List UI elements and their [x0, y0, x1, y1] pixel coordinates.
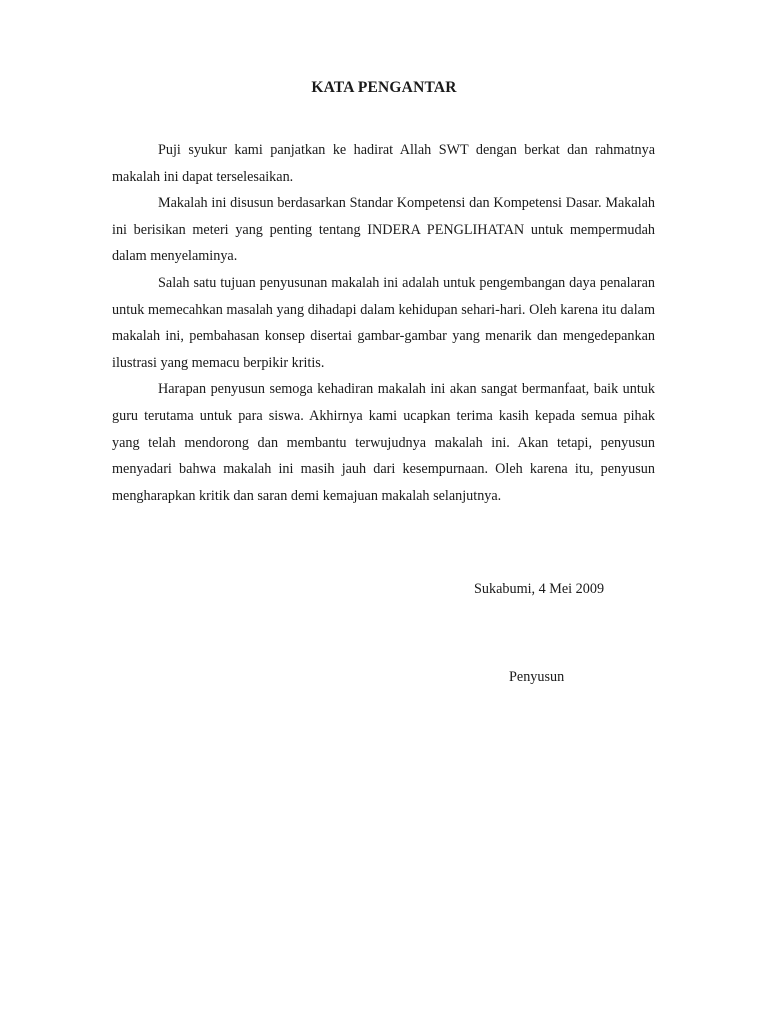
place-date: Sukabumi, 4 Mei 2009 — [474, 581, 605, 597]
page-title: KATA PENGANTAR — [311, 79, 457, 96]
paragraph-1: Puji syukur kami panjatkan ke hadirat Allah SWT dengan berkat dan rahmatnya makalah ini dapat terselesaikan. — [112, 142, 655, 185]
signer-label: Penyusun — [509, 669, 565, 685]
paragraph-4: Harapan penyusun semoga kehadiran makalah ini akan sangat bermanfaat, baik untuk guru terutama untuk para siswa. Akhirnya kami ucapkan terima kasih kepada semua pihak yang telah mendorong dan membantu terwujudnya makalah ini. Akan tetapi, penyusun menyadari bahwa makalah ini masih jauh dari kesempurnaan. Oleh karena itu, penyusun mengharapkan kritik dan saran demi kemajuan makalah selanjutnya. — [112, 381, 655, 504]
paragraph-2: Makalah ini disusun berdasarkan Standar Kompetensi dan Kompetensi Dasar. Makalah ini berisikan meteri yang penting tentang INDERA PENGLIHATAN untuk mempermudah dalam menyelaminya. — [112, 195, 655, 265]
body-text — [112, 137, 655, 509]
paragraph-3: Salah satu tujuan penyusunan makalah ini adalah untuk pengembangan daya penalaran untuk memecahkan masalah yang dihadapi dalam kehidupan sehari-hari. Oleh karena itu dalam makalah ini, pembahasan konsep disertai gambar-gambar yang menarik dan mengedepankan ilustrasi yang memacu berpikir kritis. — [112, 274, 655, 371]
